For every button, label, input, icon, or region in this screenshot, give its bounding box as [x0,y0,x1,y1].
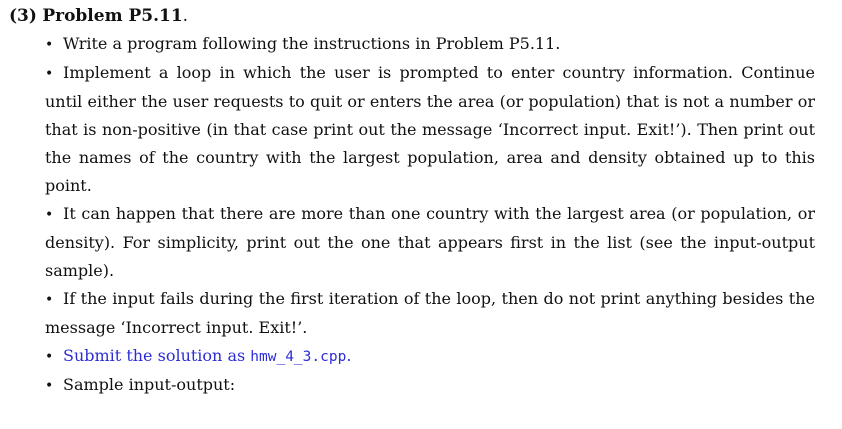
submit-period: . [346,346,352,365]
bullet-icon: • [45,349,54,365]
list-item-largest-tie [45,200,815,285]
list-item-submit [45,342,815,371]
submit-filename[interactable]: hmw_4_3.cpp [250,349,347,365]
list-item-text: If the input fails during the first iteration of the loop, then do not print anything besides the message ‘Incorrect input. Exit!’. [45,289,815,337]
list-item-implement-loop [45,59,815,200]
bullet-icon: • [45,37,54,53]
list-item-text: It can happen that there are more than one country with the largest area (or population, or density). For simplicity, print out the one that appears first in the list (see the input-output sample). [45,204,815,280]
list-item-first-iteration [45,285,815,342]
list-item-text: Implement a loop in which the user is prompted to enter country information. Continue until either the user requests to quit or enters the area (or population) that is not a number or that is non-positive (in that case print out the message ‘Incorrect input. Exit!’). Then print out the names of the country with the largest population, area and density obtained up to this point. [45,63,815,195]
problem-title: Problem P5.11 [42,6,183,26]
list-item-sample-io [45,371,815,400]
problem-heading [9,4,188,28]
problem-number: (3) [9,6,37,26]
list-item-text: Write a program following the instructions in Problem P5.11. [63,34,561,53]
bullet-icon: • [45,66,54,82]
bullet-icon: • [45,292,54,308]
list-item-text: Sample input-output: [63,375,236,394]
instruction-list [45,30,815,400]
bullet-icon: • [45,207,54,223]
list-item-write-program [45,30,815,59]
submit-link-text[interactable]: Submit the solution as [63,346,251,365]
problem-title-period: . [182,6,189,26]
bullet-icon: • [45,378,54,394]
